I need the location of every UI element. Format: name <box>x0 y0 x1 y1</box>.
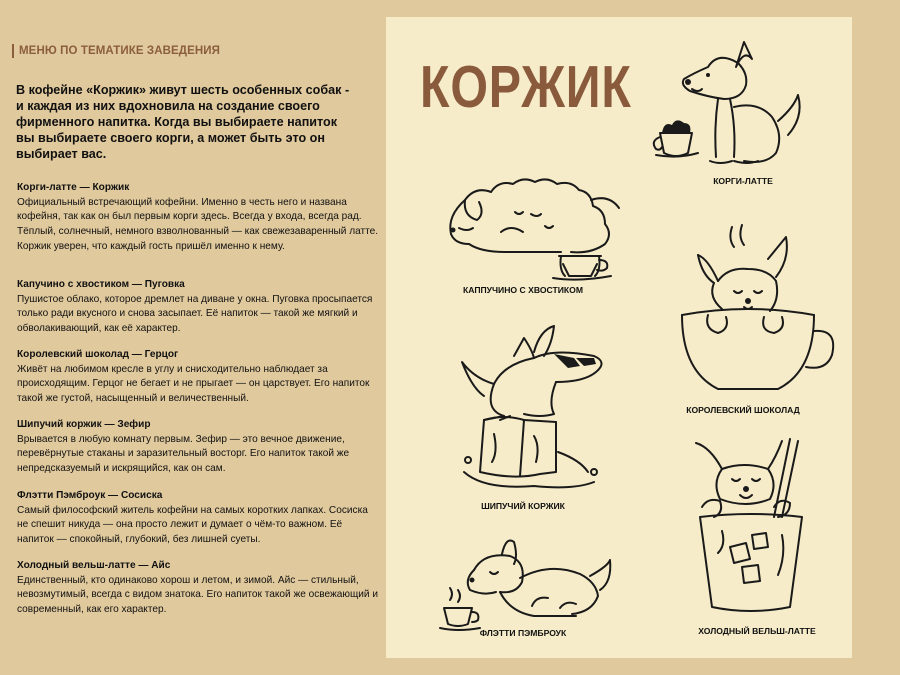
caption-cappuccino: КАППУЧИНО С ХВОСТИКОМ <box>462 285 584 295</box>
corgi-latte-illustration <box>648 37 808 177</box>
caption-flatty-pembroke: ФЛЭТТИ ПЭМБРОУК <box>479 628 567 638</box>
drink-entry-fizzy-korzhik <box>17 418 379 477</box>
drink-title: Корги-латте — Коржик <box>17 182 130 193</box>
caption-cold-welsh-latte: ХОЛОДНЫЙ ВЕЛЬШ-ЛАТТЕ <box>698 626 816 636</box>
drink-description: Врывается в любую комнату первым. Зефир — это вечное движение, перевёрнутые стаканы и заразительный восторг. Его напиток такой же непредсказуемый и искрящийся, как он сам. <box>17 433 350 475</box>
intro-paragraph: В кофейне «Коржик» живут шесть особенных собак - и каждая из них вдохновила на создание своего фирменного напитка. Когда вы выбираете напиток вы выбираете своего корги, а может быть это он выбирает вас. <box>16 83 350 161</box>
drink-entry-cappuccino <box>17 278 379 337</box>
poster-panel <box>386 17 852 658</box>
drink-title: Шипучий коржик — Зефир <box>17 419 151 430</box>
caption-fizzy-korzhik: ШИПУЧИЙ КОРЖИК <box>481 501 565 511</box>
drink-title: Капучино с хвостиком — Пуговка <box>17 279 185 290</box>
brand-title: КОРЖИК <box>420 54 632 120</box>
caption-korgi-latte: КОРГИ-ЛАТТЕ <box>713 176 773 186</box>
drink-description: Официальный встречающий кофейни. Именно в честь него и названа кофейня, так как он был первым корги здесь. Всегда у входа, всегда рад. Тёплый, солнечный, немного взволнованный — как свежезаваренный латте. Коржик уверен, что каждый гость пришёл именно к нему. <box>17 196 379 252</box>
drink-entry-cold-welsh-latte <box>17 559 379 618</box>
royal-chocolate-illustration <box>678 219 828 399</box>
cappuccino-illustration <box>441 172 626 282</box>
drink-description: Единственный, кто одинаково хорош и летом, и зимой. Айс — стильный, невозмутимый, всегда с видом знатока. Его напиток такой же освежающий и современный, как его характер. <box>17 574 378 616</box>
caption-royal-chocolate: КОРОЛЕВСКИЙ ШОКОЛАД <box>686 405 800 415</box>
flatty-pembroke-illustration <box>440 532 615 634</box>
menu-text-panel <box>0 0 385 675</box>
drink-description: Живёт на любимом кресле в углу и снисходительно наблюдает за происходящим. Герцог не бегает и не прыгает — он царствует. Его напиток такой же густой, насыщенный и величественный. <box>17 363 370 405</box>
section-label: МЕНЮ ПО ТЕМАТИКЕ ЗАВЕДЕНИЯ <box>12 44 220 58</box>
drink-title: Королевский шоколад — Герцог <box>17 349 179 360</box>
drink-entry-korgi-latte <box>17 181 379 255</box>
drink-title: Флэтти Пэмброук — Сосиска <box>17 490 163 501</box>
drink-description: Пушистое облако, которое дремлет на диване у окна. Пуговка просыпается только ради вкусного и снова засыпает. Её напиток — такой же мягкий и обволакивающий, как её характер. <box>17 293 373 335</box>
drink-entry-flatty-pembroke <box>17 489 379 548</box>
drink-description: Самый философский житель кофейни на самых коротких лапках. Сосиска не спешит никуда — она просто лежит и думает о чём-то важном. Её напиток — спокойный, глубокий, без лишней суеты. <box>17 504 368 546</box>
cold-welsh-latte-illustration <box>694 435 824 625</box>
drink-title: Холодный вельш-латте — Айс <box>17 560 171 571</box>
fizzy-korzhik-illustration <box>444 322 619 502</box>
drink-entry-royal-chocolate <box>17 348 379 407</box>
